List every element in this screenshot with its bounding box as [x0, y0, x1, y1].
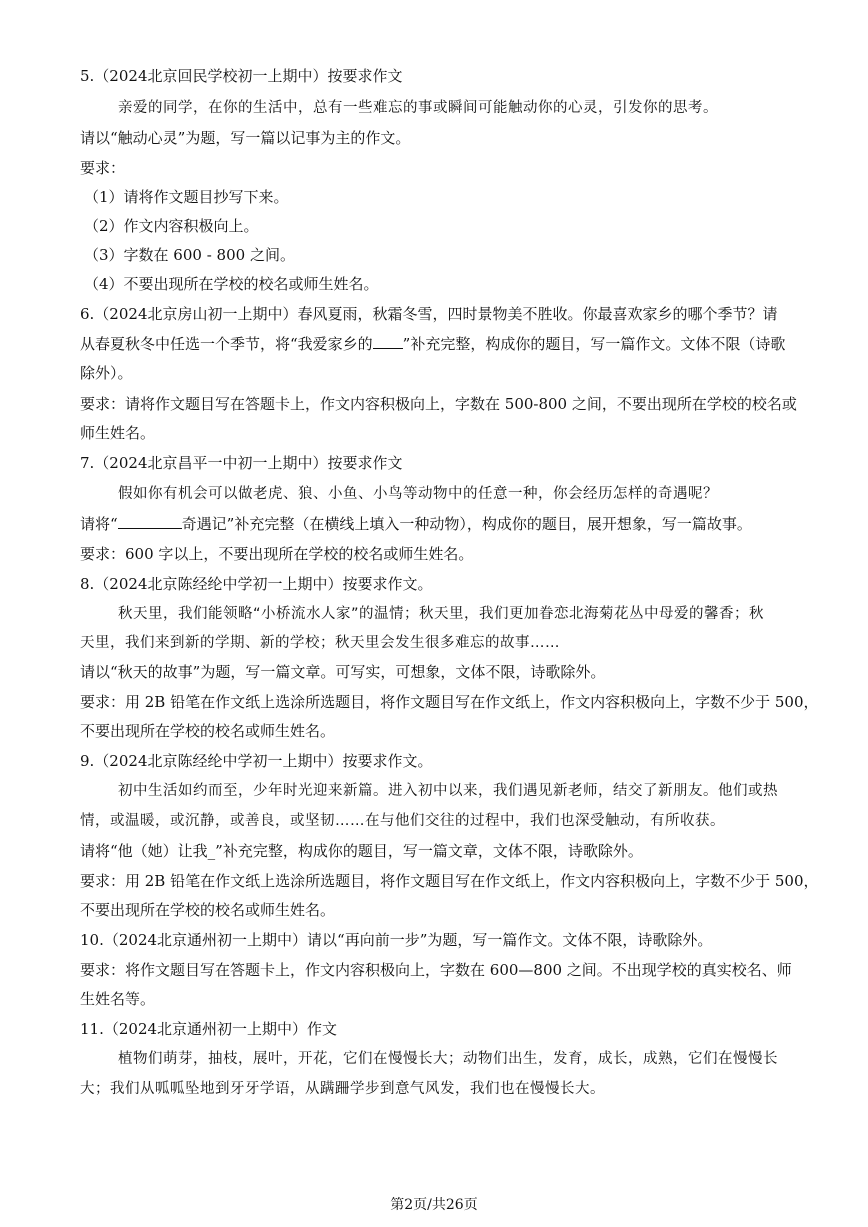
question-10-requirement-1: 要求：将作文题目写在答题卡上，作文内容积极向上，字数在 600—800 之间。不出现学校的真实校名、师 [80, 961, 792, 979]
question-7-heading: 7.（2024北京昌平一中初一上期中）按要求作文 [80, 454, 403, 472]
question-11-prompt-2: 大；我们从呱呱坠地到牙牙学语，从蹒跚学步到意气风发，我们也在慢慢长大。 [80, 1081, 605, 1097]
blank-underline [373, 334, 403, 349]
question-5-requirement-2: （2）作文内容积极向上。 [84, 217, 259, 235]
question-6-requirement-1: 要求：请将作文题目写在答题卡上，作文内容积极向上，字数在 500-800 之间，不要出现所在学校的校名或 [80, 395, 797, 413]
question-6-line-3: 除外）。 [80, 364, 133, 382]
question-5-instruction: 请以“触动心灵”为题，写一篇以记事为主的作文。 [80, 129, 411, 147]
question-5-requirement-4: （4）不要出现所在学校的校名或师生姓名。 [84, 275, 379, 293]
question-8-requirement-1: 要求：用 2B 铅笔在作文纸上选涂所选题目，将作文题目写在作文纸上，作文内容积极向上，字数不少于 500， [80, 693, 819, 711]
question-11-prompt-1: 植物们萌芽，抽枝，展叶，开花，它们在慢慢长大；动物们出生，发育，成长，成熟，它们在慢慢长 [118, 1051, 778, 1067]
question-7-instruction [80, 514, 752, 534]
question-5-prompt: 亲爱的同学，在你的生活中，总有一些难忘的事或瞬间可能触动你的心灵，引发你的思考。 [118, 100, 718, 116]
blank-underline [118, 514, 182, 529]
question-11-heading: 11.（2024北京通州初一上期中）作文 [80, 1020, 338, 1038]
question-7-instruction-end: 奇遇记”补充完整（在横线上填入一种动物），构成你的题目，展开想象，写一篇故事。 [181, 515, 752, 533]
question-6-line-2 [80, 334, 785, 354]
question-9-instruction: 请将“他（她）让我_”补充完整，构成你的题目，写一篇文章，文体不限，诗歌除外。 [80, 842, 643, 860]
question-6-line-2-end: ”补充完整，构成你的题目，写一篇作文。文体不限（诗歌 [402, 335, 786, 353]
question-9-prompt-1: 初中生活如约而至，少年时光迎来新篇。进入初中以来，我们遇见新老师，结交了新朋友。他们或热 [118, 783, 778, 799]
question-7-requirement: 要求：600 字以上，不要出现所在学校的校名或师生姓名。 [80, 545, 474, 563]
question-9-requirement-2: 不要出现所在学校的校名或师生姓名。 [80, 901, 336, 919]
question-9-prompt-2: 情，或温暖，或沉静，或善良，或坚韧……在与他们交往的过程中，我们也深受触动，有所收获。 [80, 813, 725, 829]
question-8-prompt-2: 天里，我们来到新的学期、新的学校；秋天里会发生很多难忘的故事…… [80, 635, 560, 651]
question-7-instruction-start: 请将“ [80, 515, 118, 533]
question-9-heading: 9.（2024北京陈经纶中学初一上期中）按要求作文。 [80, 752, 433, 770]
question-5-requirement-1: （1）请将作文题目抄写下来。 [84, 188, 289, 206]
question-9-requirement-1: 要求：用 2B 铅笔在作文纸上选涂所选题目，将作文题目写在作文纸上，作文内容积极向上，字数不少于 500， [80, 872, 819, 890]
question-6-line-2-start: 从春夏秋冬中任选一个季节，将“我爱家乡的 [80, 335, 373, 353]
question-5-requirement-3: （3）字数在 600 - 800 之间。 [84, 246, 295, 264]
question-8-heading: 8.（2024北京陈经纶中学初一上期中）按要求作文。 [80, 575, 433, 593]
question-6-requirement-2: 师生姓名。 [80, 424, 156, 442]
question-6-heading: 6.（2024北京房山初一上期中）春风夏雨，秋霜冬雪，四时景物美不胜收。你最喜欢家乡的哪个季节？请 [80, 305, 778, 323]
page-number: 第2页/共26页 [390, 1197, 478, 1213]
question-5-heading: 5.（2024北京回民学校初一上期中）按要求作文 [80, 67, 403, 85]
question-10-heading: 10.（2024北京通州初一上期中）请以“再向前一步”为题，写一篇作文。文体不限，诗歌除外。 [80, 931, 713, 949]
question-8-requirement-2: 不要出现所在学校的校名或师生姓名。 [80, 722, 336, 740]
question-7-prompt: 假如你有机会可以做老虎、狼、小鱼、小鸟等动物中的任意一种，你会经历怎样的奇遇呢？ [118, 486, 718, 502]
question-5-requirements-label: 要求： [80, 159, 126, 177]
question-10-requirement-2: 生姓名等。 [80, 990, 156, 1008]
question-8-instruction: 请以“秋天的故事”为题，写一篇文章。可写实，可想象，文体不限，诗歌除外。 [80, 663, 606, 681]
question-8-prompt-1: 秋天里，我们能领略“小桥流水人家”的温情；秋天里，我们更加眷恋北海菊花丛中母爱的馨香；秋 [118, 606, 765, 622]
